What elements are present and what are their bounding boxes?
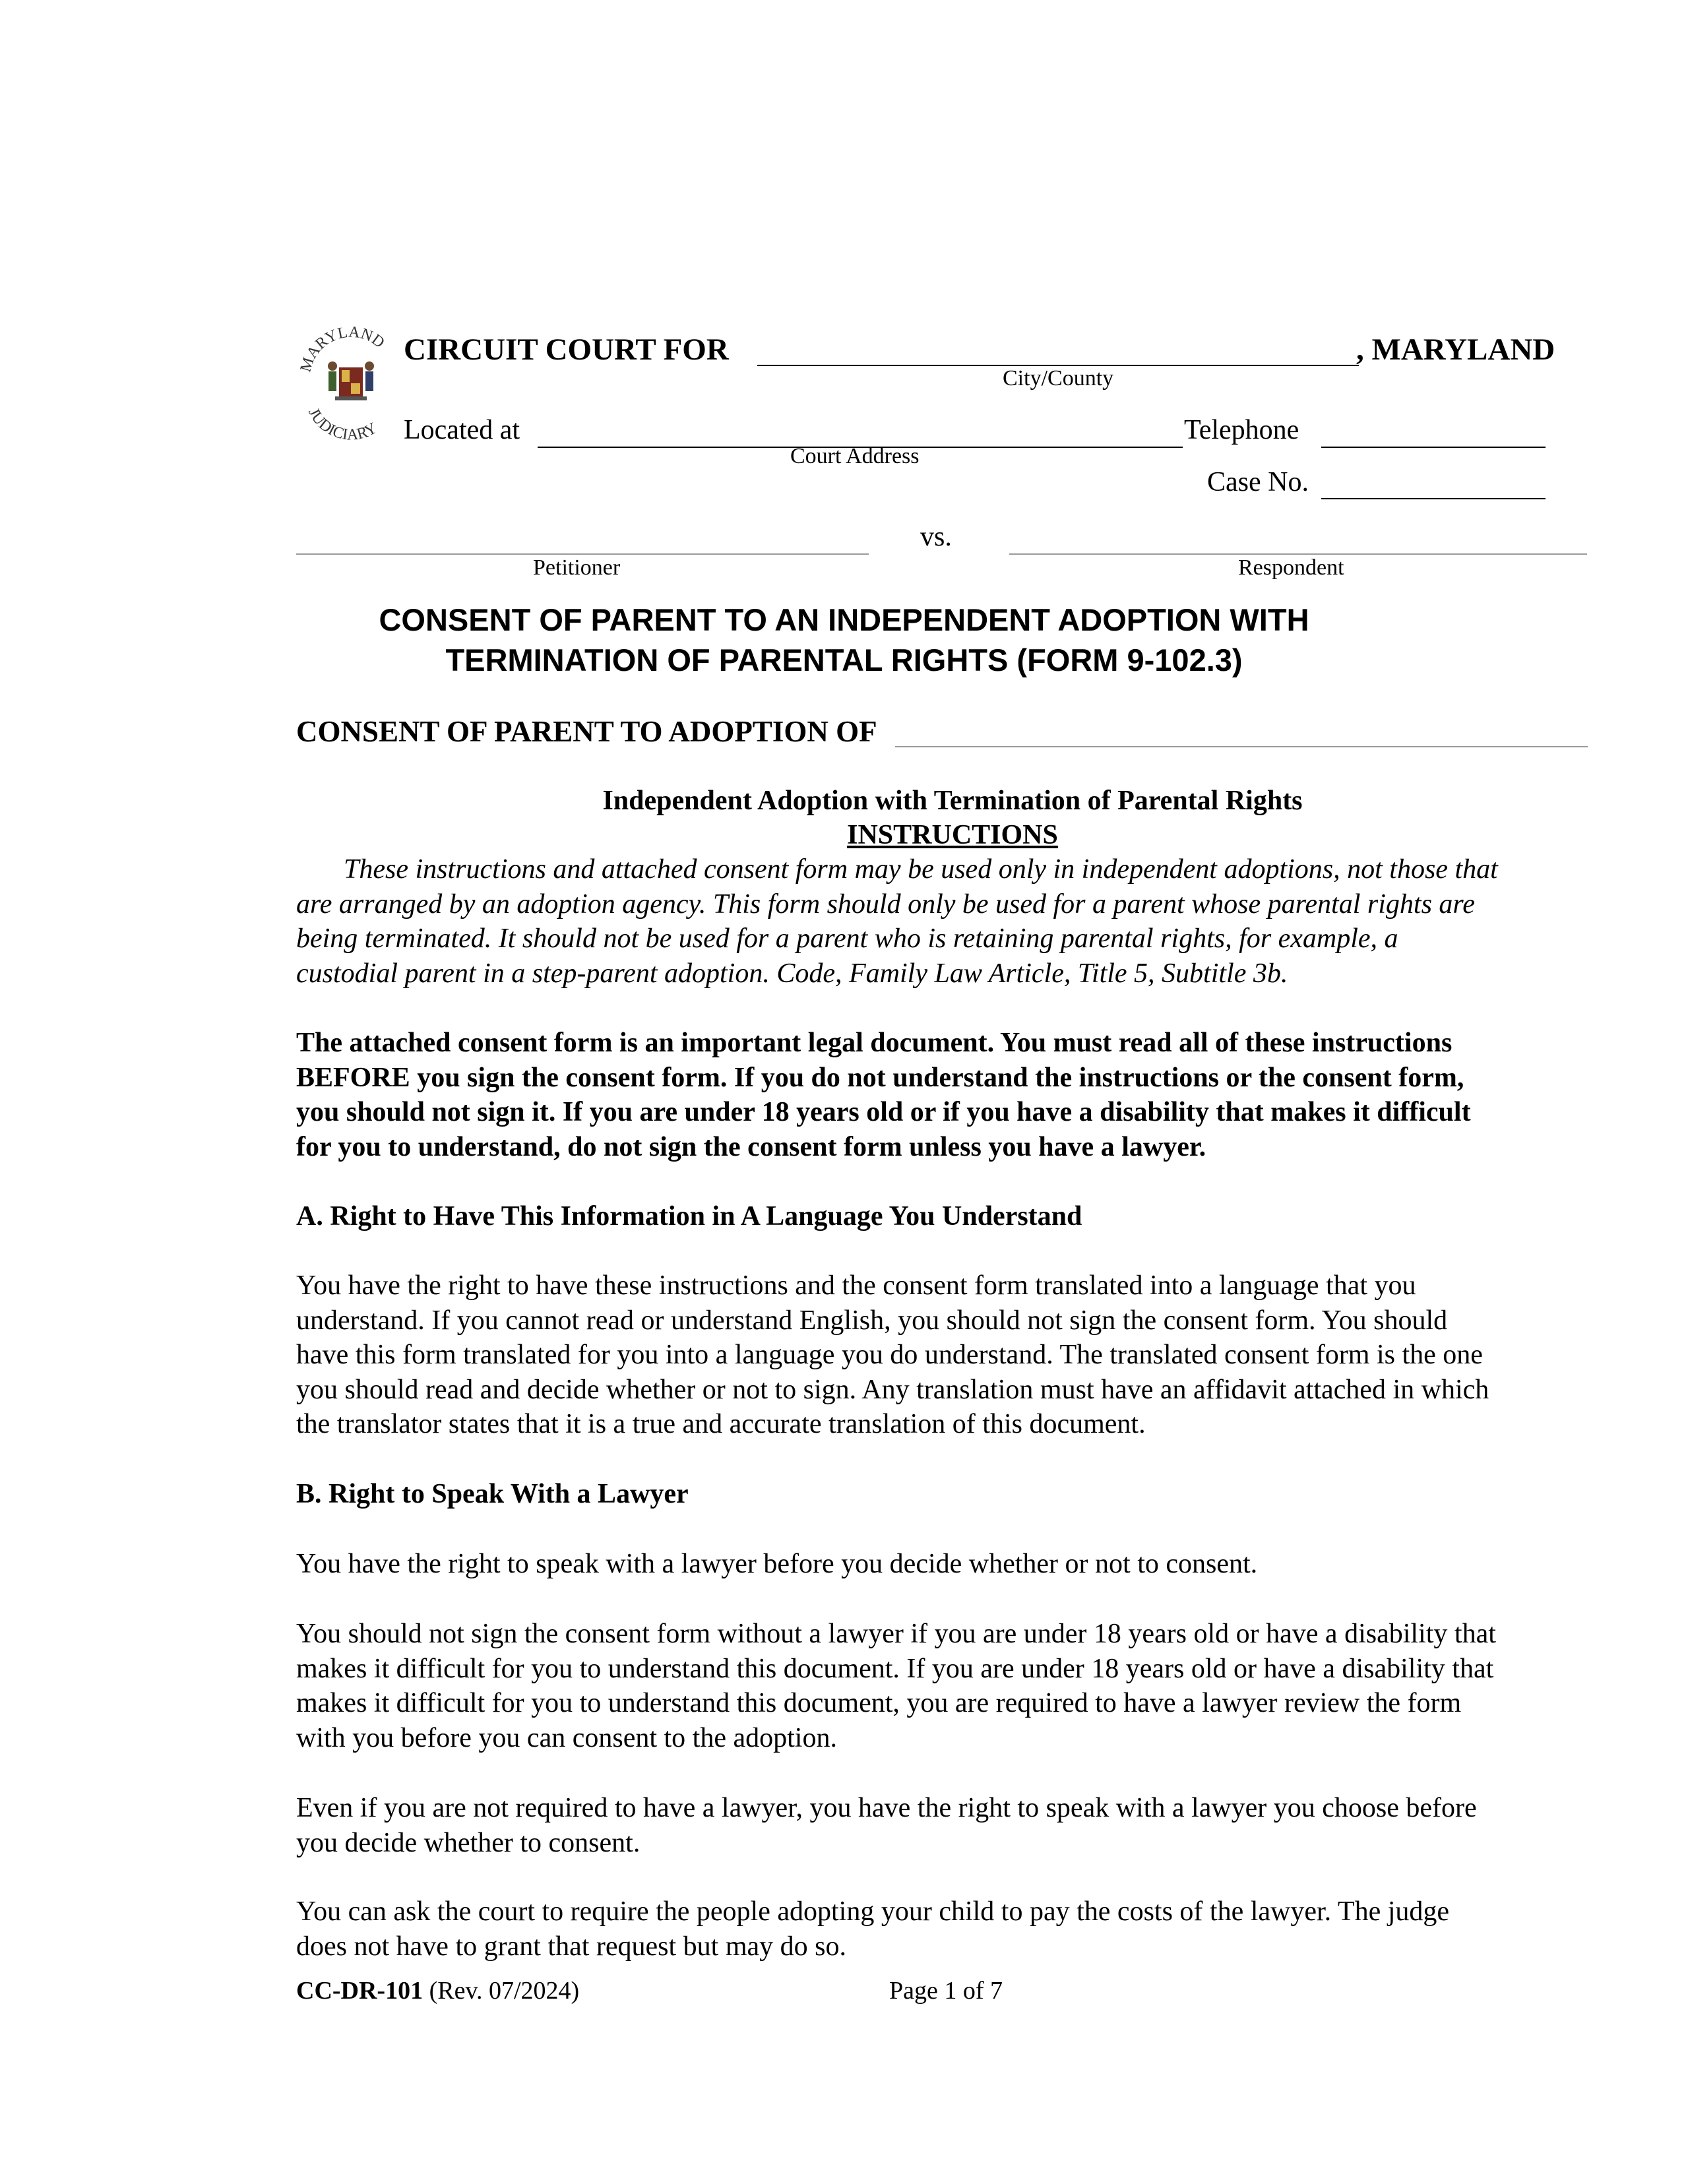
warning-line: BEFORE you sign the consent form. If you do not understand the instructions or the consent form, (296, 1062, 1464, 1093)
petitioner-label: Petitioner (533, 555, 621, 580)
section-b-paragraph-2 (296, 1617, 1609, 1755)
footer (296, 1976, 579, 2005)
located-at-label: Located at (404, 415, 520, 445)
consent-of-label: CONSENT OF PARENT TO ADOPTION OF (296, 715, 877, 748)
telephone-label: Telephone (1184, 415, 1299, 445)
seal-icon (298, 327, 404, 445)
section-b-heading: B. Right to Speak With a Lawyer (296, 1479, 689, 1509)
svg-text:JUDICIARY (305, 406, 380, 444)
respondent-field[interactable] (1009, 553, 1587, 555)
section-a-line: You have the right to have these instructions and the consent form translated into a language that you (296, 1270, 1416, 1301)
respondent-label: Respondent (1238, 555, 1344, 580)
form-code: CC-DR-101 (296, 1977, 423, 2005)
section-b-p3-line: Even if you are not required to have a lawyer, you have the right to speak with a lawyer you choose before (296, 1793, 1477, 1823)
telephone-field[interactable] (1321, 447, 1546, 448)
case-no-label: Case No. (1207, 467, 1309, 497)
warning-line: you should not sign it. If you are under 18 years old or if you have a disability that makes it difficult (296, 1097, 1471, 1127)
vs-label: vs. (920, 522, 952, 552)
instructions-intro (296, 852, 1609, 991)
section-a-heading: A. Right to Have This Information in A Language You Understand (296, 1201, 1082, 1232)
section-b-p2-line: You should not sign the consent form without a lawyer if you are under 18 years old or have a disability that (296, 1619, 1496, 1649)
instructions-subtitle: Independent Adoption with Termination of Parental Rights (602, 786, 1303, 816)
intro-line: custodial parent in a step-parent adoption. Code, Family Law Article, Title 5, Subtitle 3b. (296, 958, 1288, 989)
section-a-line: have this form translated for you into a language you do understand. The translated consent form is the one (296, 1340, 1483, 1370)
form-title-line-1: CONSENT OF PARENT TO AN INDEPENDENT ADOPTION WITH (379, 602, 1309, 637)
section-b-p2-line: makes it difficult for you to understand this document. If you are under 18 years old or have a disability that (296, 1653, 1494, 1684)
section-b-p4-line: You can ask the court to require the people adopting your child to pay the costs of the lawyer. The judge (296, 1896, 1450, 1927)
warning-paragraph (296, 1026, 1609, 1164)
intro-line: being terminated. It should not be used for a parent who is retaining parental rights, for example, a (296, 923, 1398, 954)
warning-line: for you to understand, do not sign the consent form unless you have a lawyer. (296, 1131, 1206, 1162)
section-b-paragraph-3 (296, 1791, 1609, 1860)
seal-text-top: MARYLAND (298, 327, 388, 374)
section-b-p3-line: you decide whether to consent. (296, 1827, 641, 1858)
maryland-judiciary-seal (298, 327, 404, 445)
petitioner-field[interactable] (296, 553, 869, 555)
court-suffix: , MARYLAND (1356, 332, 1555, 367)
child-name-field[interactable] (895, 746, 1588, 747)
section-b-p2-line: with you before you can consent to the adoption. (296, 1722, 837, 1753)
seal-text-bottom: JUDICIARY (304, 405, 380, 444)
svg-text:MARYLAND (298, 327, 388, 374)
form-revision: (Rev. 07/2024) (429, 1977, 580, 2005)
section-a-line: understand. If you cannot read or understand English, you should not sign the consent form. You should (296, 1305, 1448, 1336)
instructions-heading-wrap (296, 818, 1609, 853)
form-title-line-2: TERMINATION OF PARENTAL RIGHTS (FORM 9-102.3) (445, 642, 1243, 677)
court-address-label: Court Address (790, 444, 920, 468)
section-b-p2-line: makes it difficult for you to understand this document, you are required to have a lawyer review the form (296, 1688, 1462, 1718)
intro-line: These instructions and attached consent form may be used only in independent adoptions, not those that (344, 854, 1498, 885)
section-b-paragraph-4 (296, 1894, 1609, 1964)
section-b-paragraph-1: You have the right to speak with a lawyer before you decide whether or not to consent. (296, 1549, 1258, 1579)
section-a-paragraph (296, 1268, 1609, 1442)
case-no-field[interactable] (1321, 498, 1546, 499)
section-b-p4-line: does not have to grant that request but may do so. (296, 1931, 846, 1962)
court-prefix: CIRCUIT COURT FOR (404, 332, 729, 367)
page-number: Page 1 of 7 (889, 1977, 1003, 2005)
section-a-line: the translator states that it is a true and accurate translation of this document. (296, 1409, 1146, 1439)
intro-line: are arranged by an adoption agency. This form should only be used for a parent whose parental rights are (296, 889, 1475, 920)
city-county-label: City/County (1003, 366, 1114, 390)
warning-line: The attached consent form is an important legal document. You must read all of these instructions (296, 1028, 1453, 1058)
section-a-line: you should read and decide whether or not to sign. Any translation must have an affidavit attached in which (296, 1374, 1489, 1405)
instructions-heading: INSTRUCTIONS (847, 820, 1058, 850)
